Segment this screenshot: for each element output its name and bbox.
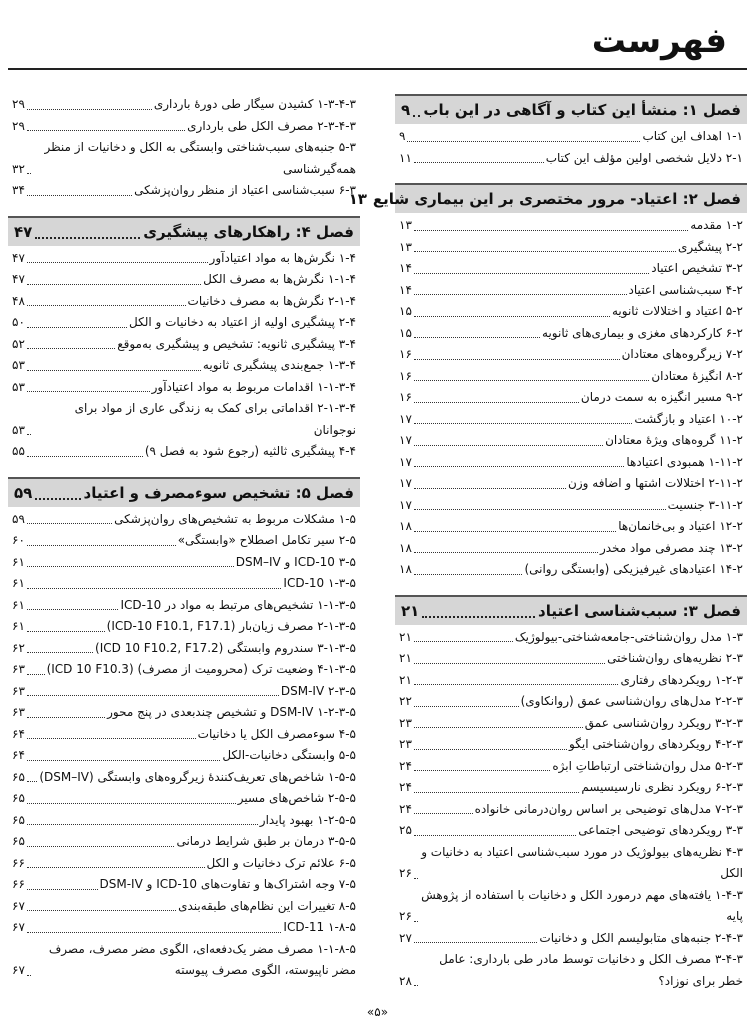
toc-entry[interactable] [395,670,747,692]
toc-entry-page: ۱۴ [399,261,412,275]
dot-leader [27,824,258,825]
toc-entry-page: ۱۷ [399,476,412,490]
dot-leader [27,760,220,761]
toc-entry[interactable] [8,248,360,270]
toc-entry[interactable] [8,355,360,377]
toc-entry-label: ۱-۱ اهداف این کتاب [642,129,743,143]
toc-entry-label: ۱-۲ مقدمه [690,218,743,232]
chapter-page: ۱۳ [348,190,367,208]
dot-leader [414,466,624,467]
toc-entry-label: ۴-۲ سبب‌شناسی اعتیاد [628,282,743,297]
toc-entry-label: ۴-۳ نظریه‌های بیولوژیک در مورد سبب‌شناسی اعتیاد به دخانیات و الکل [421,844,743,880]
chapter-heading[interactable] [8,477,360,507]
chapter-heading[interactable] [348,183,747,213]
toc-entry-label: ۳-۴-۳ مصرف الکل و دخانیات توسط مادر طی بارداری: عامل خطر برای نوزاد؟ [439,952,743,988]
toc-entry-page: ۶۵ [12,812,25,827]
dot-leader [27,391,150,392]
toc-entry-page: ۱۶ [399,347,412,361]
toc-entry-page: ۲۱ [399,629,412,644]
toc-entry[interactable] [8,530,360,552]
dot-leader [27,867,205,868]
dot-leader [27,305,186,306]
toc-entry-page: ۶۵ [12,769,25,784]
section-gap [8,202,360,216]
toc-entry-page: ۶۷ [12,920,25,934]
toc-entry-label: ۲-۱ دلایل شخصی اولین مؤلف این کتاب [545,150,743,165]
toc-entry-label: ۲-۳ نظریه‌های روان‌شناختی [607,651,743,665]
dot-leader [27,195,132,196]
toc-entry-label: ۲-۵ سیر تکامل اصطلاح «وابستگی» [177,533,356,547]
chapter-page: ۵۹ [14,483,33,502]
toc-entry-page: ۶۴ [12,726,25,741]
dot-leader [27,456,143,457]
dot-leader [27,348,115,349]
toc-entry-page: ۲۴ [399,758,412,773]
dot-leader [27,717,105,718]
dot-leader [414,162,544,163]
toc-entry-page: ۶۱ [12,554,25,569]
toc-entry[interactable] [8,377,360,399]
toc-entry[interactable] [8,681,360,703]
toc-entry-label: ۲-۴ پیشگیری اولیه از اعتیاد به دخانیات و الکل [129,315,356,329]
toc-entry-label: ۱-۲-۳-۵ DSM-IV و تشخیص چندبعدی در پنج محور [107,705,356,719]
toc-entry[interactable] [395,648,747,670]
toc-entry-page: ۱۴ [399,282,412,297]
toc-entry[interactable] [395,344,747,366]
dot-leader [414,402,579,403]
toc-entry-page: ۶۳ [12,683,25,698]
toc-entry-page: ۹ [399,129,406,143]
dot-leader [413,103,420,117]
toc-entry-page: ۲۳ [399,737,412,751]
toc-column-right [348,94,747,992]
toc-entry-label: ۳-۵-۵ درمان بر طبق شرایط درمانی [176,834,356,848]
toc-entry-page: ۲۵ [399,823,412,837]
dot-leader [414,770,550,771]
toc-entry-label: ۱-۵-۵ شاخص‌های تعریف‌کنندهٔ زیرگروه‌های وابستگی (DSM–IV) [39,769,356,784]
toc-entry[interactable] [395,366,747,388]
toc-entry-label: ۶-۵ علائم ترک دخانیات و الکل [206,855,356,870]
toc-entry-label: ۲-۱-۳-۵ مصرف زیان‌بار (ICD-10 F10.1, F17.1) [106,619,356,633]
toc-entry[interactable] [395,452,747,474]
dot-leader [414,423,632,424]
dot-leader [414,574,523,575]
dot-leader [414,706,519,707]
dot-leader [27,781,37,782]
toc-entry-page: ۱۷ [399,454,412,469]
toc-entry-page: ۱۵ [399,304,412,318]
dot-leader [414,985,418,986]
toc-entry[interactable] [8,896,360,918]
toc-entry-page: ۱۸ [399,562,412,576]
toc-entry[interactable] [395,323,747,345]
toc-entry-label: ۶-۳ سبب‌شناسی اعتیاد از منظر روان‌پزشکی [134,183,356,197]
toc-entry[interactable] [8,724,360,746]
toc-entry[interactable] [8,831,360,853]
toc-entry-page: ۲۹ [12,97,25,111]
toc-entry-page: ۲۱ [399,672,412,687]
toc-entry[interactable] [8,638,360,660]
dot-leader [27,652,93,653]
toc-entry[interactable] [8,702,360,724]
toc-entry-page: ۶۷ [12,963,25,977]
toc-entry-label: ۱-۴-۳ یافته‌های مهم درمورد الکل و دخانیات با استفاده از پژوهش پایه [421,887,743,923]
toc-entry-label: ۴-۵ سوءمصرف الکل یا دخانیات [197,726,356,741]
toc-entry[interactable] [395,799,747,821]
toc-entry-label: ۴-۴ پیشگیری ثالثیه (رجوع شود به فصل ۹) [144,444,356,458]
dot-leader [414,531,616,532]
toc-entry-page: ۵۳ [12,379,25,394]
toc-entry-page: ۶۱ [12,597,25,612]
toc-entry-page: ۶۵ [12,834,25,848]
toc-entry-label: ۳-۵ ICD-10 و DSM–IV [235,554,356,569]
dot-leader [414,230,688,231]
toc-entry[interactable] [8,116,360,138]
chapter-title: فصل ۵: تشخیص سوءمصرف و اعتیاد [83,483,354,502]
toc-entry-page: ۳۴ [12,183,25,197]
toc-entry[interactable] [395,885,747,928]
toc-entry-label: ۲-۵-۵ شاخص‌های مسیر [237,791,356,805]
chapter-heading[interactable] [8,216,360,246]
toc-entry-page: ۲۷ [399,930,412,945]
chapter-page: ۴۷ [14,222,33,241]
dot-leader [414,488,566,489]
toc-entry-label: ۱-۱۱-۲ همبودی اعتیادها [626,454,743,469]
toc-entry-page: ۵۰ [12,315,25,329]
dot-leader [414,813,473,814]
toc-entry-page: ۵۵ [12,444,25,458]
toc-entry-label: ۷-۵ وجه اشتراک‌ها و تفاوت‌های ICD-10 و DSM-IV [99,877,356,891]
toc-entry-page: ۱۵ [399,325,412,340]
dot-leader [414,445,603,446]
toc-entry-label: ۹-۲ مسیر انگیزه به سمت درمان [580,390,743,404]
toc-entry[interactable] [8,269,360,291]
toc-entry-label: ۲-۱-۴ نگرش‌ها به مصرف دخانیات [187,293,356,308]
toc-entry-page: ۶۰ [12,533,25,547]
dot-leader [414,251,676,252]
dot-leader [27,738,196,739]
toc-entry-label: ۳-۲ تشخیص اعتیاد [651,261,743,275]
toc-entry[interactable] [8,94,360,116]
toc-entry-label: ۳-۲-۳ رویکرد روان‌شناسی عمق [584,715,743,730]
toc-entry-label: ۳-۱-۳-۵ سندروم وابستگی (ICD 10 F10.2, F17.2) [95,640,356,655]
toc-entry-label: ۸-۲ انگیزهٔ معتادان [651,368,743,383]
dot-leader [27,109,152,110]
chapter-heading[interactable] [395,94,747,124]
title-rule [8,68,747,70]
toc-entry-label: ۱۴-۲ اعتیادهای غیرفیزیکی (وابستگی روانی) [524,562,743,576]
toc-entry-page: ۲۲ [399,694,412,708]
toc-entry[interactable] [8,137,360,180]
chapter-title: فصل ۴: راهکارهای پیشگیری [143,222,354,241]
chapter-page: ۲۱ [401,601,420,620]
toc-entry-page: ۱۱ [399,150,412,165]
toc-entry[interactable] [8,616,360,638]
toc-entry[interactable] [8,595,360,617]
toc-entry[interactable] [8,291,360,313]
dot-leader [27,434,31,435]
toc-entry[interactable] [8,745,360,767]
dot-leader [414,641,513,642]
dot-leader [27,262,208,263]
toc-entry-page: ۲۴ [399,780,412,794]
dot-leader [27,889,98,890]
toc-entry[interactable] [8,810,360,832]
toc-entry[interactable] [395,148,747,170]
dot-leader [414,294,627,295]
dot-leader [35,486,80,500]
dot-leader [27,910,176,911]
chapter-heading[interactable] [395,595,747,625]
toc-entry[interactable] [395,516,747,538]
toc-entry[interactable] [8,180,360,202]
toc-entry[interactable] [395,430,747,452]
dot-leader [27,975,31,976]
toc-entry-page: ۱۸ [399,519,412,533]
section-gap [395,169,747,183]
toc-entry-page: ۱۸ [399,540,412,555]
toc-entry-label: ۱-۲-۳ رویکردهای رفتاری [620,672,743,687]
toc-entry[interactable] [8,939,360,982]
toc-entry[interactable] [8,573,360,595]
toc-entry-label: ۱-۳ مدل روان‌شناختی-جامعه‌شناختی-بیولوژیک [514,629,743,644]
dot-leader [414,509,666,510]
toc-entry[interactable] [395,473,747,495]
chapter-page: ۹ [401,101,411,119]
toc-entry[interactable] [8,917,360,939]
toc-entry[interactable] [8,874,360,896]
chapter-title: فصل ۳: سبب‌شناسی اعتیاد [538,601,741,620]
dot-leader [27,173,31,174]
toc-entry-label: ۳-۴ پیشگیری ثانویه: تشخیص و پیشگیری به‌موقع [117,336,356,351]
toc-entry-label: ۱۲-۲ اعتیاد و بی‌خانمان‌ها [618,519,743,533]
dot-leader [27,130,185,131]
toc-entry-page: ۶۱ [12,576,25,590]
toc-entry-label: ۵-۲ اعتیاد و اختلالات ثانویه [611,304,743,318]
toc-entry[interactable] [395,949,747,992]
dot-leader [414,921,418,922]
toc-entry-page: ۵۳ [12,422,25,437]
toc-entry-label: ۶-۲ کارکردهای مغزی و بیماری‌های ثانویه [542,325,743,340]
dot-leader [27,284,201,285]
toc-entry-label: ۱-۲-۵-۵ بهبود پایدار [259,812,356,827]
toc-entry-page: ۶۴ [12,748,25,762]
chapter-title: فصل ۱: منشأ این کتاب و آگاهی در این باب [423,101,741,119]
toc-entry-label: ۱-۱-۴ نگرش‌ها به مصرف الکل [203,272,356,286]
dot-leader [414,684,619,685]
dot-leader [414,792,579,793]
dot-leader [27,327,127,328]
toc-entry[interactable] [395,280,747,302]
toc-entry-page: ۶۷ [12,898,25,913]
toc-entry[interactable] [395,301,747,323]
toc-entry[interactable] [395,820,747,842]
dot-leader [35,225,140,239]
toc-entry-page: ۲۴ [399,801,412,816]
dot-leader [27,695,279,696]
toc-entry-label: ۱-۳-۴-۳ کشیدن سیگار طی دورهٔ بارداری [153,97,356,111]
toc-entry[interactable] [395,126,747,148]
toc-entry[interactable] [8,853,360,875]
dot-leader [414,727,583,728]
dot-leader [27,566,234,567]
toc-entry-page: ۶۲ [12,640,25,655]
toc-entry[interactable] [395,495,747,517]
dot-leader [414,337,540,338]
toc-entry[interactable] [8,334,360,356]
dot-leader [414,316,610,317]
toc-entry-page: ۴۸ [12,293,25,308]
toc-entry-label: ۲-۱-۳-۴ اقداماتی برای کمک به زندگی عاری از مواد برای نوجوانان [74,401,356,437]
toc-entry-label: ۲-۴-۳ جنبه‌های متابولیسم الکل و دخانیات [539,930,743,945]
chapter-title: فصل ۲: اعتیاد- مرور مختصری بر این بیماری شایع [372,190,741,208]
toc-entry-page: ۶۱ [12,619,25,633]
toc-entry-label: ۱۳-۲ چند مصرفی مواد مخدر [599,540,743,555]
toc-entry-label: ۵-۵ وابستگی دخانیات-الکل [222,748,356,762]
toc-entry-page: ۶۵ [12,791,25,805]
dot-leader [414,380,649,381]
toc-entry-label: ۷-۲ زیرگروه‌های معتادان [621,347,743,361]
toc-entry-label: ۱-۱-۳-۵ تشخیص‌های مرتبط به مواد در ICD-10 [120,597,356,612]
toc-entry[interactable] [395,559,747,581]
toc-entry-page: ۶۶ [12,877,25,891]
toc-entry-label: ۲-۲-۳ مدل‌های روان‌شناسی عمق (روانکاوی) [520,694,743,708]
toc-entry-label: ۱-۸-۵ ICD-11 [283,920,356,934]
dot-leader [27,545,176,546]
toc-entry-page: ۱۷ [399,411,412,426]
toc-entry-label: ۱-۳-۵ ICD-10 [283,576,356,590]
toc-entry-label: ۵-۳ جنبه‌های سبب‌شناختی وابستگی به الکل و دخانیات از منظر همه‌گیرشناسی [44,140,356,176]
toc-entry-label: ۱-۱-۸-۵ مصرف مضر یک‌دفعه‌ای، الگوی مضر مصرف، مصرف مضر ناپیوسته، الگوی مصرف پیوسته [48,941,356,977]
toc-entry[interactable] [8,441,360,463]
dot-leader [414,835,576,836]
toc-entry[interactable] [395,409,747,431]
toc-entry[interactable] [395,387,747,409]
dot-leader [414,273,649,274]
dot-leader [414,552,598,553]
toc-entry-page: ۶۳ [12,705,25,719]
page-number: «۵» [366,1005,389,1019]
toc-entry-label: ۵-۲-۳ مدل روان‌شناختی ارتباطاتِ ابژه [552,758,743,773]
dot-leader [27,932,282,933]
toc-entry-label: ۷-۲-۳ مدل‌های توضیحی بر اساس روان‌درمانی خانواده [474,801,743,816]
toc-entry-page: ۴۷ [12,250,25,265]
toc-entry-page: ۵۲ [12,336,25,351]
toc-entry-page: ۵۹ [12,511,25,526]
toc-entry-page: ۱۶ [399,368,412,383]
toc-entry[interactable] [395,756,747,778]
toc-entry-label: ۱-۳-۴ جمع‌بندی پیشگیری ثانویه [202,358,356,372]
dot-leader [27,523,112,524]
toc-entry[interactable] [395,842,747,885]
dot-leader [27,846,175,847]
toc-entry-label: ۶-۲-۳ رویکرد نظری نارسیسیسم [581,780,743,794]
section-gap [8,463,360,477]
toc-entry-page: ۲۸ [399,973,412,988]
toc-entry-page: ۲۹ [12,118,25,133]
dot-leader [27,609,119,610]
toc-entry-page: ۳۲ [12,161,25,176]
toc-entry[interactable] [395,258,747,280]
dot-leader [407,141,640,142]
toc-entry-page: ۶۶ [12,855,25,870]
toc-entry-page: ۱۷ [399,497,412,512]
toc-entry-page: ۲۱ [399,651,412,665]
dot-leader [27,370,201,371]
toc-entry[interactable] [8,509,360,531]
toc-entry-label: ۴-۱-۳-۵ وضعیت ترک (محرومیت از مصرف) (ICD 10 F10.3) [46,662,356,676]
toc-entry-page: ۱۳ [399,218,412,232]
toc-entry-page: ۵۳ [12,358,25,372]
toc-entry-label: ۳-۳ رویکردهای توضیحی اجتماعی [578,823,743,837]
toc-entry-label: ۲-۱۱-۲ اختلالات اشتها و اضافه وزن [568,476,743,490]
toc-entry[interactable] [395,777,747,799]
toc-entry-page: ۱۶ [399,390,412,404]
toc-entry[interactable] [8,788,360,810]
dot-leader [414,878,418,879]
toc-entry[interactable] [395,928,747,950]
toc-entry[interactable] [395,538,747,560]
toc-entry[interactable] [8,312,360,334]
toc-entry[interactable] [395,734,747,756]
toc-entry[interactable] [395,713,747,735]
toc-entry-page: ۱۷ [399,433,412,447]
toc-entry[interactable] [8,552,360,574]
toc-entry-page: ۲۳ [399,715,412,730]
page-title: فهرست [591,21,727,61]
toc-entry[interactable] [8,659,360,681]
toc-entry-label: ۱-۱-۳-۴ اقدامات مربوط به مواد اعتیادآور [151,379,356,394]
toc-entry[interactable] [395,627,747,649]
dot-leader [27,631,105,632]
toc-entry-label: ۱۰-۲ اعتیاد و بازگشت [634,411,743,426]
dot-leader [414,942,538,943]
dot-leader [27,674,45,675]
toc-entry-label: ۲-۳-۴-۳ مصرف الکل طی بارداری [187,118,356,133]
toc-entry-label: ۳-۱۱-۲ جنسیت [667,497,743,512]
toc-entry-label: ۲-۲ پیشگیری [678,239,743,254]
toc-entry-label: ۲-۳-۵ DSM-IV [280,683,356,698]
toc-entry-label: ۱-۵ مشکلات مربوط به تشخیص‌های روان‌پزشکی [114,511,356,526]
dot-leader [422,604,535,618]
toc-entry[interactable] [395,237,747,259]
dot-leader [27,588,282,589]
toc-entry-page: ۲۶ [399,866,412,880]
toc-entry-label: ۸-۵ تغییرات این نظام‌های طبقه‌بندی [178,898,356,913]
toc-entry[interactable] [395,691,747,713]
dot-leader [414,749,567,750]
toc-entry[interactable] [8,767,360,789]
toc-entry-label: ۴-۲-۳ رویکردهای روان‌شناختی ایگو [569,737,743,751]
toc-entry-page: ۲۶ [399,909,412,923]
toc-entry-page: ۴۷ [12,272,25,286]
toc-column-left [8,94,360,982]
toc-entry-page: ۶۳ [12,662,25,676]
dot-leader [414,663,605,664]
dot-leader [414,359,620,360]
toc-entry-label: ۱-۴ نگرش‌ها به مواد اعتیادآور [209,250,356,265]
section-gap [395,581,747,595]
toc-entry[interactable] [8,398,360,441]
dot-leader [27,803,236,804]
toc-entry[interactable] [395,215,747,237]
toc-entry-label: ۱۱-۲ گروه‌های ویژهٔ معتادان [605,433,743,447]
toc-entry-page: ۱۳ [399,239,412,254]
